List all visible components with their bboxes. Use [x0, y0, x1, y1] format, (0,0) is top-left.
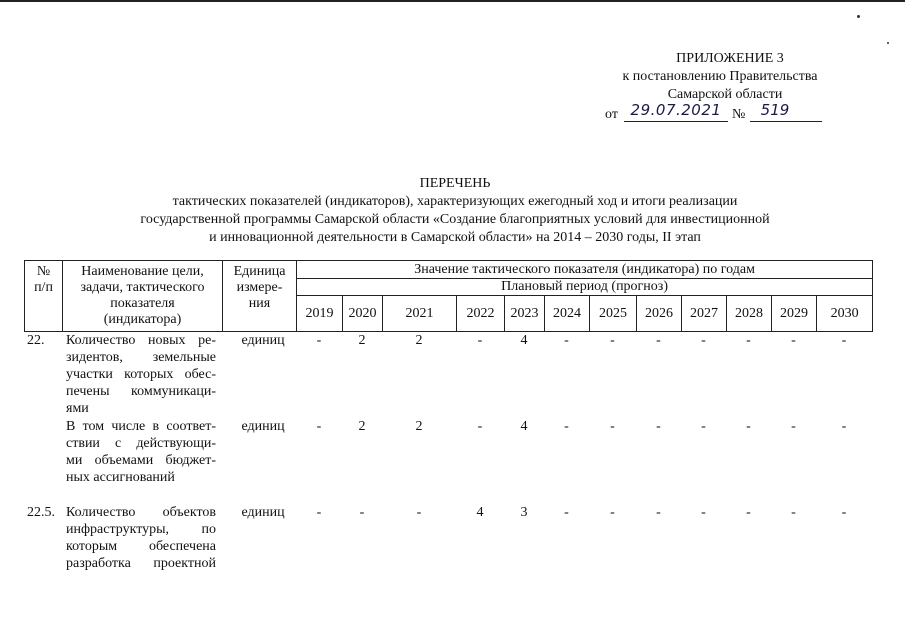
row-value: -	[746, 419, 751, 434]
row-value: -	[791, 333, 796, 348]
row-value: -	[359, 505, 365, 520]
row-value: -	[656, 419, 661, 434]
row-value: -	[841, 419, 847, 434]
row-name: Количество объектов инфраструктуры, по которым обеспечена разработка проектной	[66, 505, 216, 571]
row-value: -	[610, 333, 615, 348]
values-header: Значение тактического показателя (индикатора) по годам	[297, 261, 873, 279]
row-value: 2	[358, 333, 366, 348]
row-value: -	[564, 419, 569, 434]
row-value: -	[701, 419, 706, 434]
year-header: 2022	[457, 296, 505, 332]
row-value: -	[610, 419, 615, 434]
row-value: 4	[476, 505, 484, 520]
row-value: -	[564, 333, 569, 348]
row-value: -	[701, 505, 706, 520]
year-header: 2027	[682, 296, 727, 332]
row-value: -	[316, 333, 322, 348]
year-header: 2026	[637, 296, 682, 332]
handwritten-number: 519	[760, 101, 790, 119]
row-value: -	[701, 333, 706, 348]
year-header: 2030	[817, 296, 873, 332]
indicators-table-header	[24, 260, 873, 332]
year-header: 2019	[297, 296, 343, 332]
year-header: 2025	[590, 296, 637, 332]
title-line-2: тактических показателей (индикаторов), характеризующих ежегодный ход и итоги реализации	[172, 194, 738, 209]
row-value: -	[416, 505, 422, 520]
year-header: 2024	[545, 296, 590, 332]
row-name: Количество новых ре- зидентов, земельные участки которых обес- печены коммуникаци- ями	[66, 333, 216, 416]
row-value: -	[841, 333, 847, 348]
row-value: -	[746, 505, 751, 520]
title-line-3: государственной программы Самарской области «Создание благоприятных условий для инвестиционной	[140, 212, 770, 227]
row-number: 22.	[27, 333, 45, 348]
row-unit: единиц	[241, 419, 285, 434]
scan-speck	[887, 42, 889, 44]
row-value: -	[746, 333, 751, 348]
year-header: 2021	[383, 296, 457, 332]
row-unit: единиц	[241, 505, 285, 520]
col-name-header: Наименование цели, задачи, тактического показателя (индикатора)	[63, 261, 223, 332]
number-label: №	[732, 107, 746, 122]
row-value: 4	[520, 419, 528, 434]
scan-speck	[857, 15, 860, 18]
row-value: -	[316, 419, 322, 434]
row-value: -	[477, 333, 483, 348]
row-value: -	[316, 505, 322, 520]
title-heading: ПЕРЕЧЕНЬ	[419, 176, 491, 191]
appendix-resolution: к постановлению Правительства	[622, 69, 818, 84]
row-value: -	[656, 333, 661, 348]
row-value: -	[791, 505, 796, 520]
year-header: 2028	[727, 296, 772, 332]
row-value: 2	[415, 333, 423, 348]
period-header: Плановый период (прогноз)	[297, 279, 873, 296]
year-header: 2023	[505, 296, 545, 332]
appendix-block	[560, 50, 880, 126]
year-header: 2020	[343, 296, 383, 332]
from-label: от	[605, 107, 618, 122]
col-num-header: № п/п	[25, 261, 63, 332]
row-value: -	[841, 505, 847, 520]
number-underline	[750, 121, 822, 122]
row-value: -	[564, 505, 569, 520]
row-value: 2	[358, 419, 366, 434]
row-value: 4	[520, 333, 528, 348]
handwritten-date: 29.07.2021	[630, 101, 722, 119]
row-name: В том числе в соответ- ствии с действующи- ми объемами бюджет- ных ассигнований	[66, 419, 216, 485]
row-value: -	[610, 505, 615, 520]
row-value: -	[477, 419, 483, 434]
col-unit-header: Единица измере- ния	[223, 261, 297, 332]
date-underline	[624, 121, 728, 122]
appendix-date-line	[560, 101, 880, 126]
year-header: 2029	[772, 296, 817, 332]
appendix-title: ПРИЛОЖЕНИЕ 3	[676, 51, 784, 66]
row-value: 2	[415, 419, 423, 434]
row-unit: единиц	[241, 333, 285, 348]
row-number: 22.5.	[27, 505, 55, 520]
row-value: -	[656, 505, 661, 520]
row-value: 3	[520, 505, 528, 520]
document-title	[80, 175, 830, 247]
appendix-region: Самарской области	[667, 87, 783, 102]
row-value: -	[791, 419, 796, 434]
top-edge-line	[0, 0, 905, 2]
title-line-4: и инновационной деятельности в Самарской области» на 2014 – 2030 годы, II этап	[209, 230, 701, 245]
